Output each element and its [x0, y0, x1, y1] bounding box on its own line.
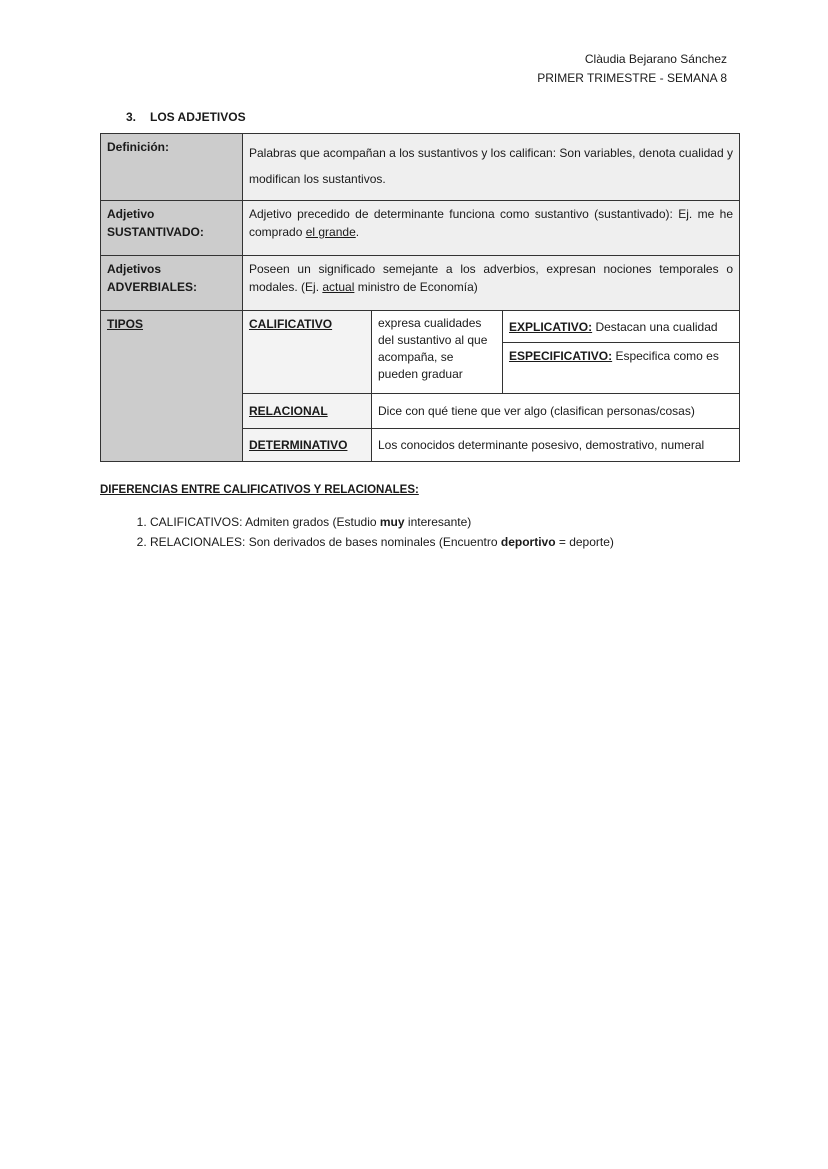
text: RELACIONALES: Son derivados de bases nominales (Encuentro: [150, 535, 501, 549]
especificativo-label: ESPECIFICATIVO:: [509, 349, 613, 363]
example: actual: [322, 280, 355, 294]
section-heading: [126, 110, 246, 124]
determinativo-label: DETERMINATIVO: [243, 429, 372, 462]
bold-text: muy: [379, 515, 405, 529]
list-item: [150, 512, 614, 532]
author-name: Clàudia Bejarano Sánchez: [584, 52, 727, 66]
section-title: LOS ADJETIVOS: [150, 110, 246, 124]
adverbiales-text: [243, 256, 740, 311]
section-number: 3.: [126, 110, 137, 124]
list-item: [150, 532, 614, 552]
differences-list: [100, 512, 614, 552]
label-line: Adjetivos: [107, 262, 162, 276]
adverbiales-label: [101, 256, 243, 311]
text: Poseen un significado semejante a los adverbios, expresan nociones temporales o modales. (Ej.: [249, 262, 733, 294]
period-label: PRIMER TRIMESTRE - SEMANA 8: [537, 71, 727, 85]
bold-text: deportivo: [500, 535, 556, 549]
sustantivado-label: [101, 201, 243, 256]
calificativo-label: CALIFICATIVO: [243, 311, 372, 394]
determinativo-text: Los conocidos determinante posesivo, demostrativo, numeral: [372, 429, 740, 462]
text: .: [355, 225, 360, 239]
explicativo-text: Destacan una cualidad: [592, 319, 718, 334]
especificativo-text: Especifica como es: [612, 349, 719, 363]
example: el grande: [305, 225, 356, 239]
especificativo-cell: [503, 343, 740, 394]
table-row: [101, 256, 740, 311]
text: interesante): [404, 515, 472, 529]
tipos-label: TIPOS: [101, 311, 243, 462]
explicativo-label: EXPLICATIVO:: [509, 319, 593, 334]
explicativo-cell: [503, 311, 740, 343]
label-line: Adjetivo: [107, 207, 155, 221]
sustantivado-text: [243, 201, 740, 256]
calificativo-desc: expresa cualidades del sustantivo al que acompaña, se pueden graduar: [372, 311, 503, 394]
table-row: [101, 311, 740, 343]
label-line: ADVERBIALES:: [107, 280, 198, 294]
relacional-text: Dice con qué tiene que ver algo (clasifican personas/cosas): [372, 394, 740, 429]
text: CALIFICATIVOS: Admiten grados (Estudio: [150, 515, 380, 529]
differences-heading: DIFERENCIAS ENTRE CALIFICATIVOS Y RELACIONALES:: [100, 484, 419, 496]
table-row: [101, 134, 740, 201]
relacional-label: RELACIONAL: [243, 394, 372, 429]
text: ministro de Economía): [354, 280, 478, 294]
definition-label: Definición:: [101, 134, 243, 201]
label-line: SUSTANTIVADO:: [107, 225, 204, 239]
text: = deporte): [555, 535, 614, 549]
adjectives-table: [100, 133, 740, 462]
definition-text: Palabras que acompañan a los sustantivos y los califican: Son variables, denota cualidad y modifican los sustantivos.: [243, 134, 740, 201]
text: Adjetivo precedido de determinante funciona como sustantivo (sustantivado): Ej. me he comprado: [249, 207, 733, 239]
table-row: [101, 201, 740, 256]
